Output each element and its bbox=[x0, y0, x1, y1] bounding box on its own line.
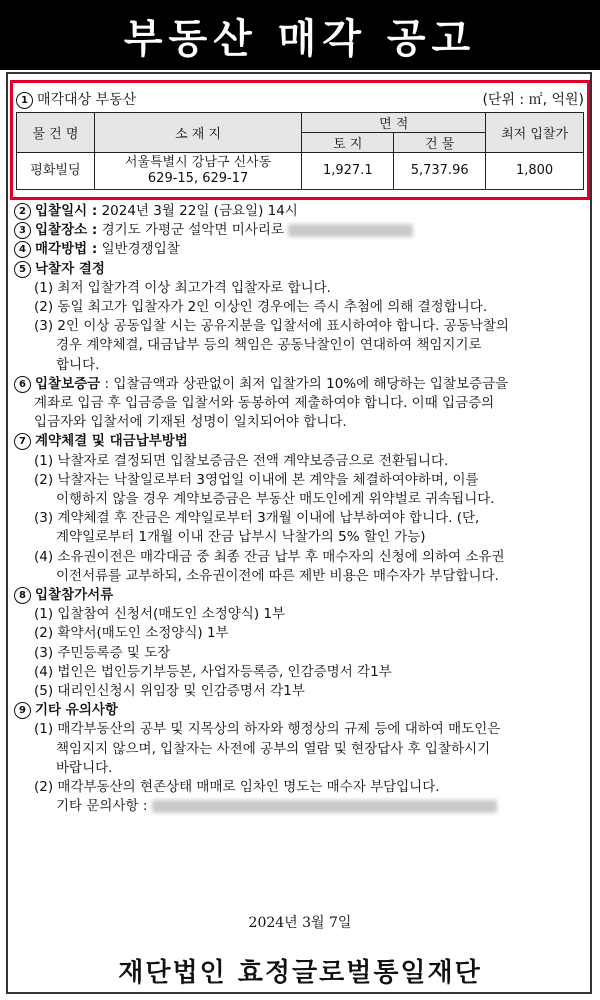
section-number: 9 bbox=[14, 702, 31, 719]
list-item: (2) 낙찰자는 낙찰일로부터 3영업일 이내에 본 계약을 체결하여야하며, 이를 bbox=[34, 471, 479, 488]
section-number: 8 bbox=[14, 587, 31, 604]
list-item: (3) 계약체결 후 잔금은 계약일로부터 3개월 이내에 납부하여야 합니다. (단, bbox=[34, 510, 480, 527]
section-6-label: 입찰보증금 bbox=[35, 375, 101, 392]
col-header-location: 소 재 지 bbox=[94, 113, 302, 153]
section-2-label: 입찰일시 : bbox=[35, 203, 98, 219]
section-3 bbox=[14, 221, 588, 240]
section-1-header bbox=[16, 88, 584, 110]
list-item: (5) 대리인신청시 위임장 및 인감증명서 각1부 bbox=[34, 683, 305, 700]
list-item: (3) 2인 이상 공동입찰 시는 공유지분을 입찰서에 표시하여야 합니다. 공동낙찰의 bbox=[34, 318, 509, 335]
list-item: 입금자와 입찰서에 기재된 성명이 일치되어야 합니다. bbox=[34, 414, 347, 431]
property-table bbox=[16, 112, 584, 190]
section-9-label: 기타 유의사항 bbox=[35, 702, 118, 719]
list-item: (3) 주민등록증 및 도장 bbox=[34, 644, 171, 661]
list-item: (2) 매각부동산의 현존상태 매매로 임차인 명도는 매수자 부담입니다. bbox=[34, 779, 440, 796]
section-number: 1 bbox=[16, 92, 33, 109]
section-5 bbox=[14, 260, 588, 279]
section-1-title bbox=[16, 89, 136, 109]
list-item: (4) 법인은 법인등기부등본, 사업자등록증, 인감증명서 각1부 bbox=[34, 663, 392, 680]
minimum-bid: 1,800 bbox=[486, 153, 584, 190]
col-header-land: 토 지 bbox=[302, 133, 394, 153]
section-number: 4 bbox=[14, 241, 31, 258]
list-item: 바랍니다. bbox=[56, 759, 113, 776]
deposit-text: : 입찰금액과 상관없이 최저 입찰가의 10%에 해당하는 입찰보증금을 bbox=[100, 375, 509, 392]
contact-line bbox=[14, 797, 588, 816]
redacted-contact bbox=[152, 800, 497, 813]
list-item: (1) 입찰참여 신청서(매도인 소정양식) 1부 bbox=[34, 606, 286, 623]
bid-place: 경기도 가평군 설악면 미사리로 bbox=[101, 222, 284, 239]
section-8 bbox=[14, 586, 588, 605]
organization-name: 재단법인 효정글로벌통일재단 bbox=[118, 958, 482, 988]
list-item: 경우 계약체결, 대금납부 등의 책임은 공동낙찰인이 연대하여 책임지기로 bbox=[56, 337, 482, 354]
section-7 bbox=[14, 432, 588, 451]
section-number: 7 bbox=[14, 433, 31, 450]
section-number: 3 bbox=[14, 222, 31, 239]
list-item: 이전서류를 교부하되, 소유권이전에 따른 제반 비용은 매수자가 부담합니다. bbox=[56, 567, 499, 584]
col-header-name: 물 건 명 bbox=[17, 113, 95, 153]
land-area: 1,927.1 bbox=[302, 153, 394, 190]
section-9 bbox=[14, 701, 588, 720]
section-number: 6 bbox=[14, 376, 31, 393]
contact-label: 기타 문의사항 : bbox=[56, 798, 148, 815]
section-8-label: 입찰참가서류 bbox=[35, 587, 114, 604]
section-2 bbox=[14, 202, 588, 221]
unit-label: (단위 : ㎡, 억원) bbox=[482, 92, 584, 108]
section-number: 2 bbox=[14, 203, 31, 220]
list-item: 책임지지 않으며, 입찰자는 사전에 공부의 열람 및 현장답사 후 입찰하시기 bbox=[56, 740, 491, 757]
list-item: (1) 낙찰자로 결정되면 입찰보증금은 전액 계약보증금으로 전환됩니다. bbox=[34, 452, 449, 469]
list-item: (2) 동일 최고가 입찰자가 2인 이상인 경우에는 즉시 추첨에 의해 결정합니다. bbox=[34, 299, 488, 316]
list-item: 이행하지 않을 경우 계약보증금은 부동산 매도인에게 위약벌로 귀속됩니다. bbox=[56, 491, 495, 508]
section-1-heading: 매각대상 부동산 bbox=[37, 92, 137, 108]
section-5-label: 낙찰자 결정 bbox=[35, 260, 105, 277]
table-row bbox=[17, 153, 584, 190]
list-item: (1) 최저 입찰가격 이상 최고가격 입찰자로 합니다. bbox=[34, 279, 331, 296]
section-6 bbox=[14, 375, 588, 394]
col-header-area: 면 적 bbox=[302, 113, 486, 133]
property-name: 평화빌딩 bbox=[17, 153, 95, 190]
list-item: 계좌로 입금 후 입금증을 입찰서와 동봉하여 제출하여야 합니다. 이때 입금증의 bbox=[34, 395, 495, 412]
list-item: 계약일로부터 1개월 이내 잔금 납부시 낙찰가의 5% 할인 가능) bbox=[56, 529, 426, 546]
location-line-1: 서울특별시 강남구 신사동 bbox=[124, 155, 272, 170]
sale-method: 일반경쟁입찰 bbox=[101, 241, 180, 258]
list-item: (1) 매각부동산의 공부 및 지목상의 하자와 행정상의 규제 등에 대하여 매도인은 bbox=[34, 721, 501, 738]
section-number: 5 bbox=[14, 261, 31, 278]
section-7-label: 계약체결 및 대금납부방법 bbox=[35, 433, 188, 450]
list-item: (2) 확약서(매도인 소정양식) 1부 bbox=[34, 625, 229, 642]
redacted-address bbox=[288, 224, 413, 237]
bid-datetime: 2024년 3월 22일 (금요일) 14시 bbox=[101, 203, 298, 219]
notice-body bbox=[14, 202, 588, 817]
property-location bbox=[94, 153, 302, 190]
col-header-building: 건 물 bbox=[394, 133, 486, 153]
section-4 bbox=[14, 240, 588, 259]
section-3-label: 입찰장소 : bbox=[35, 222, 98, 239]
list-item: 합니다. bbox=[56, 356, 100, 373]
notice-date: 2024년 3월 7일 bbox=[248, 915, 352, 931]
location-line-2: 629-15, 629-17 bbox=[147, 171, 249, 186]
building-area: 5,737.96 bbox=[394, 153, 486, 190]
notice-title: 부동산 매각 공고 bbox=[0, 0, 600, 70]
list-item: (4) 소유권이전은 매각대금 중 최종 잔금 납부 후 매수자의 신청에 의하여 소유권 bbox=[34, 548, 505, 565]
col-header-price: 최저 입찰가 bbox=[486, 113, 584, 153]
section-4-label: 매각방법 : bbox=[35, 241, 98, 258]
